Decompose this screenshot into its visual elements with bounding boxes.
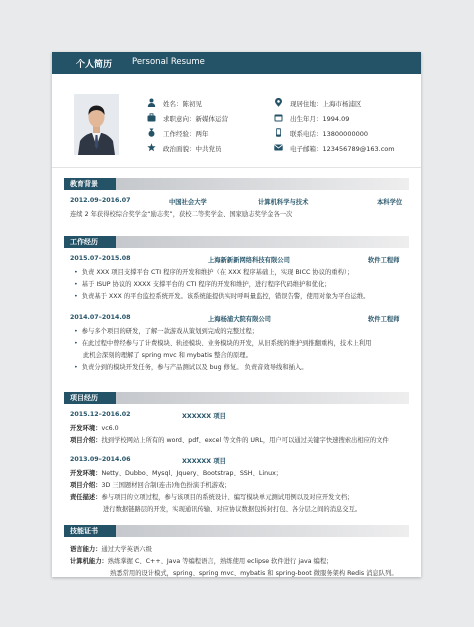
- job-period: 2015.07–2015.08: [70, 255, 131, 262]
- job-bullet: • 负责 XXX 项目支撑平台 CTI 程序的开发和维护（在 XXX 程序基础上，实现 BICC 协议的重构）；: [74, 267, 353, 276]
- job-bullet: • 参与多个项目的研发，了解一款游戏从策划到完成的完整过程；: [74, 326, 258, 335]
- star-icon: [147, 143, 156, 152]
- email-icon: [274, 143, 283, 152]
- profile-political: 政治面貌：中共党员: [163, 145, 222, 153]
- header-title-cn: 个人简历: [76, 60, 113, 70]
- phone-icon: [274, 128, 283, 137]
- projects-section-header: [64, 392, 409, 404]
- profile-intention: 求职意向：新媒体运营: [163, 115, 228, 123]
- job-bullet-continued: 此机会深刻的理解了 spring mvc 和 mybatis 整合的原理。: [83, 352, 252, 359]
- project-line: 开发环境：Netty、Dubbo、Mysql、Jquery、Bootstrap、SSH、Linux；: [70, 470, 283, 477]
- education-school: 中国社会大学: [169, 199, 207, 206]
- project-line: 开发环境：vc6.0: [70, 425, 119, 432]
- education-desc: 连续 2 年获得校综合奖学金“励志奖”，获校二等奖学金、国家励志奖学金各一次: [70, 211, 293, 218]
- resume-page: [52, 52, 421, 577]
- skill-line-continued: 熟悉常用的设计模式，spring、spring mvc、mybatis 和 spring-boot 微服务架构 Redis 消息队列。: [110, 570, 398, 577]
- briefcase-icon: [147, 113, 156, 122]
- education-period: 2012.09–2016.07: [70, 197, 131, 204]
- project-line: 项目介绍：3D 三国题材回合制(连击)角色扮演手机游戏；: [70, 482, 231, 489]
- education-major: 计算机科学与技术: [258, 199, 309, 206]
- skills-section-header: [64, 525, 409, 537]
- section-bar: [116, 392, 409, 404]
- project-line-continued: 进行数据链路层的开发，实现通讯传输、对应协议数据包拆封打包、各分层之间的消息交互。: [103, 506, 362, 513]
- project-line: 责任描述：参与项目的立项过程，参与该项目的系统设计、编写模块单元测试用例以及对应开发文档；: [70, 494, 354, 501]
- profile-birth: 出生年月：1994.09: [290, 115, 350, 123]
- project-period: 2013.09–2014.06: [70, 456, 131, 463]
- projects-title: 项目经历: [64, 392, 116, 404]
- work-title: 工作经历: [64, 236, 116, 248]
- project-name: XXXXXX 项目: [182, 458, 226, 465]
- section-bar: [116, 236, 409, 248]
- header-title-en: Personal Resume: [132, 57, 205, 67]
- section-bar: [116, 525, 409, 537]
- job-bullet: • 基于 ISUP 协议的 XXXX 支撑平台的 CTI 程序的开发和维护，进行程序代码维护和优化；: [74, 279, 331, 288]
- skills-title: 技能证书: [64, 525, 116, 537]
- person-icon: [147, 98, 156, 107]
- calendar-icon: [274, 113, 283, 122]
- project-period: 2015.12–2016.02: [70, 411, 131, 418]
- job-company: 上海杨浦大院有限公司: [208, 316, 271, 323]
- education-section-header: [64, 178, 409, 190]
- job-bullet: • 在此过程中曾经参与了计费模块、轨迹模块、业务模块的开发，从旧系统的维护到推翻重构，技术上利用: [74, 338, 371, 347]
- job-period: 2014.07–2014.08: [70, 314, 131, 321]
- job-bullet: • 负责基于 XXX 的平台监控系统开发。该系统能提供实时呼叫量监控，错误告警，使用对象为平台运维。: [74, 291, 369, 300]
- resume-header: [52, 52, 421, 74]
- profile-email: 电子邮箱：123456789@163.com: [290, 145, 395, 153]
- job-bullet: • 负责分到的模块开发任务，参与产品测试以及 bug 修复。 负责音效导线和插入。: [74, 362, 308, 371]
- profile-name: 姓名：陈初见: [163, 100, 202, 108]
- section-bar: [116, 178, 409, 190]
- project-line: 项目介绍：找到学校网站上所有的 word、pdf、excel 等文件的 URL，用户可以通过关键字快速搜索出相应的文件: [70, 437, 389, 444]
- medal-icon: [147, 128, 156, 137]
- job-role: 软件工程师: [368, 257, 400, 264]
- job-role: 软件工程师: [368, 316, 400, 323]
- project-name: XXXXXX 项目: [182, 413, 226, 420]
- profile-photo: [74, 94, 119, 155]
- skill-line: 语言能力：通过大学英语六级: [70, 546, 152, 553]
- section-divider: [52, 167, 421, 168]
- skill-line: 计算机能力：熟练掌握 C、C++、Java 等编程语言，熟练使用 eclipse 软件进行 java 编程；: [70, 558, 333, 565]
- profile-residence: 现居住地：上海市杨浦区: [290, 100, 362, 108]
- profile-phone: 联系电话：13800000000: [290, 130, 368, 138]
- work-section-header: [64, 236, 409, 248]
- profile-experience: 工作经验：两年: [163, 130, 209, 138]
- job-company: 上海新新新网络科技有限公司: [208, 257, 290, 264]
- education-degree: 本科学位: [377, 199, 403, 206]
- education-title: 教育背景: [64, 178, 116, 190]
- location-icon: [274, 98, 283, 107]
